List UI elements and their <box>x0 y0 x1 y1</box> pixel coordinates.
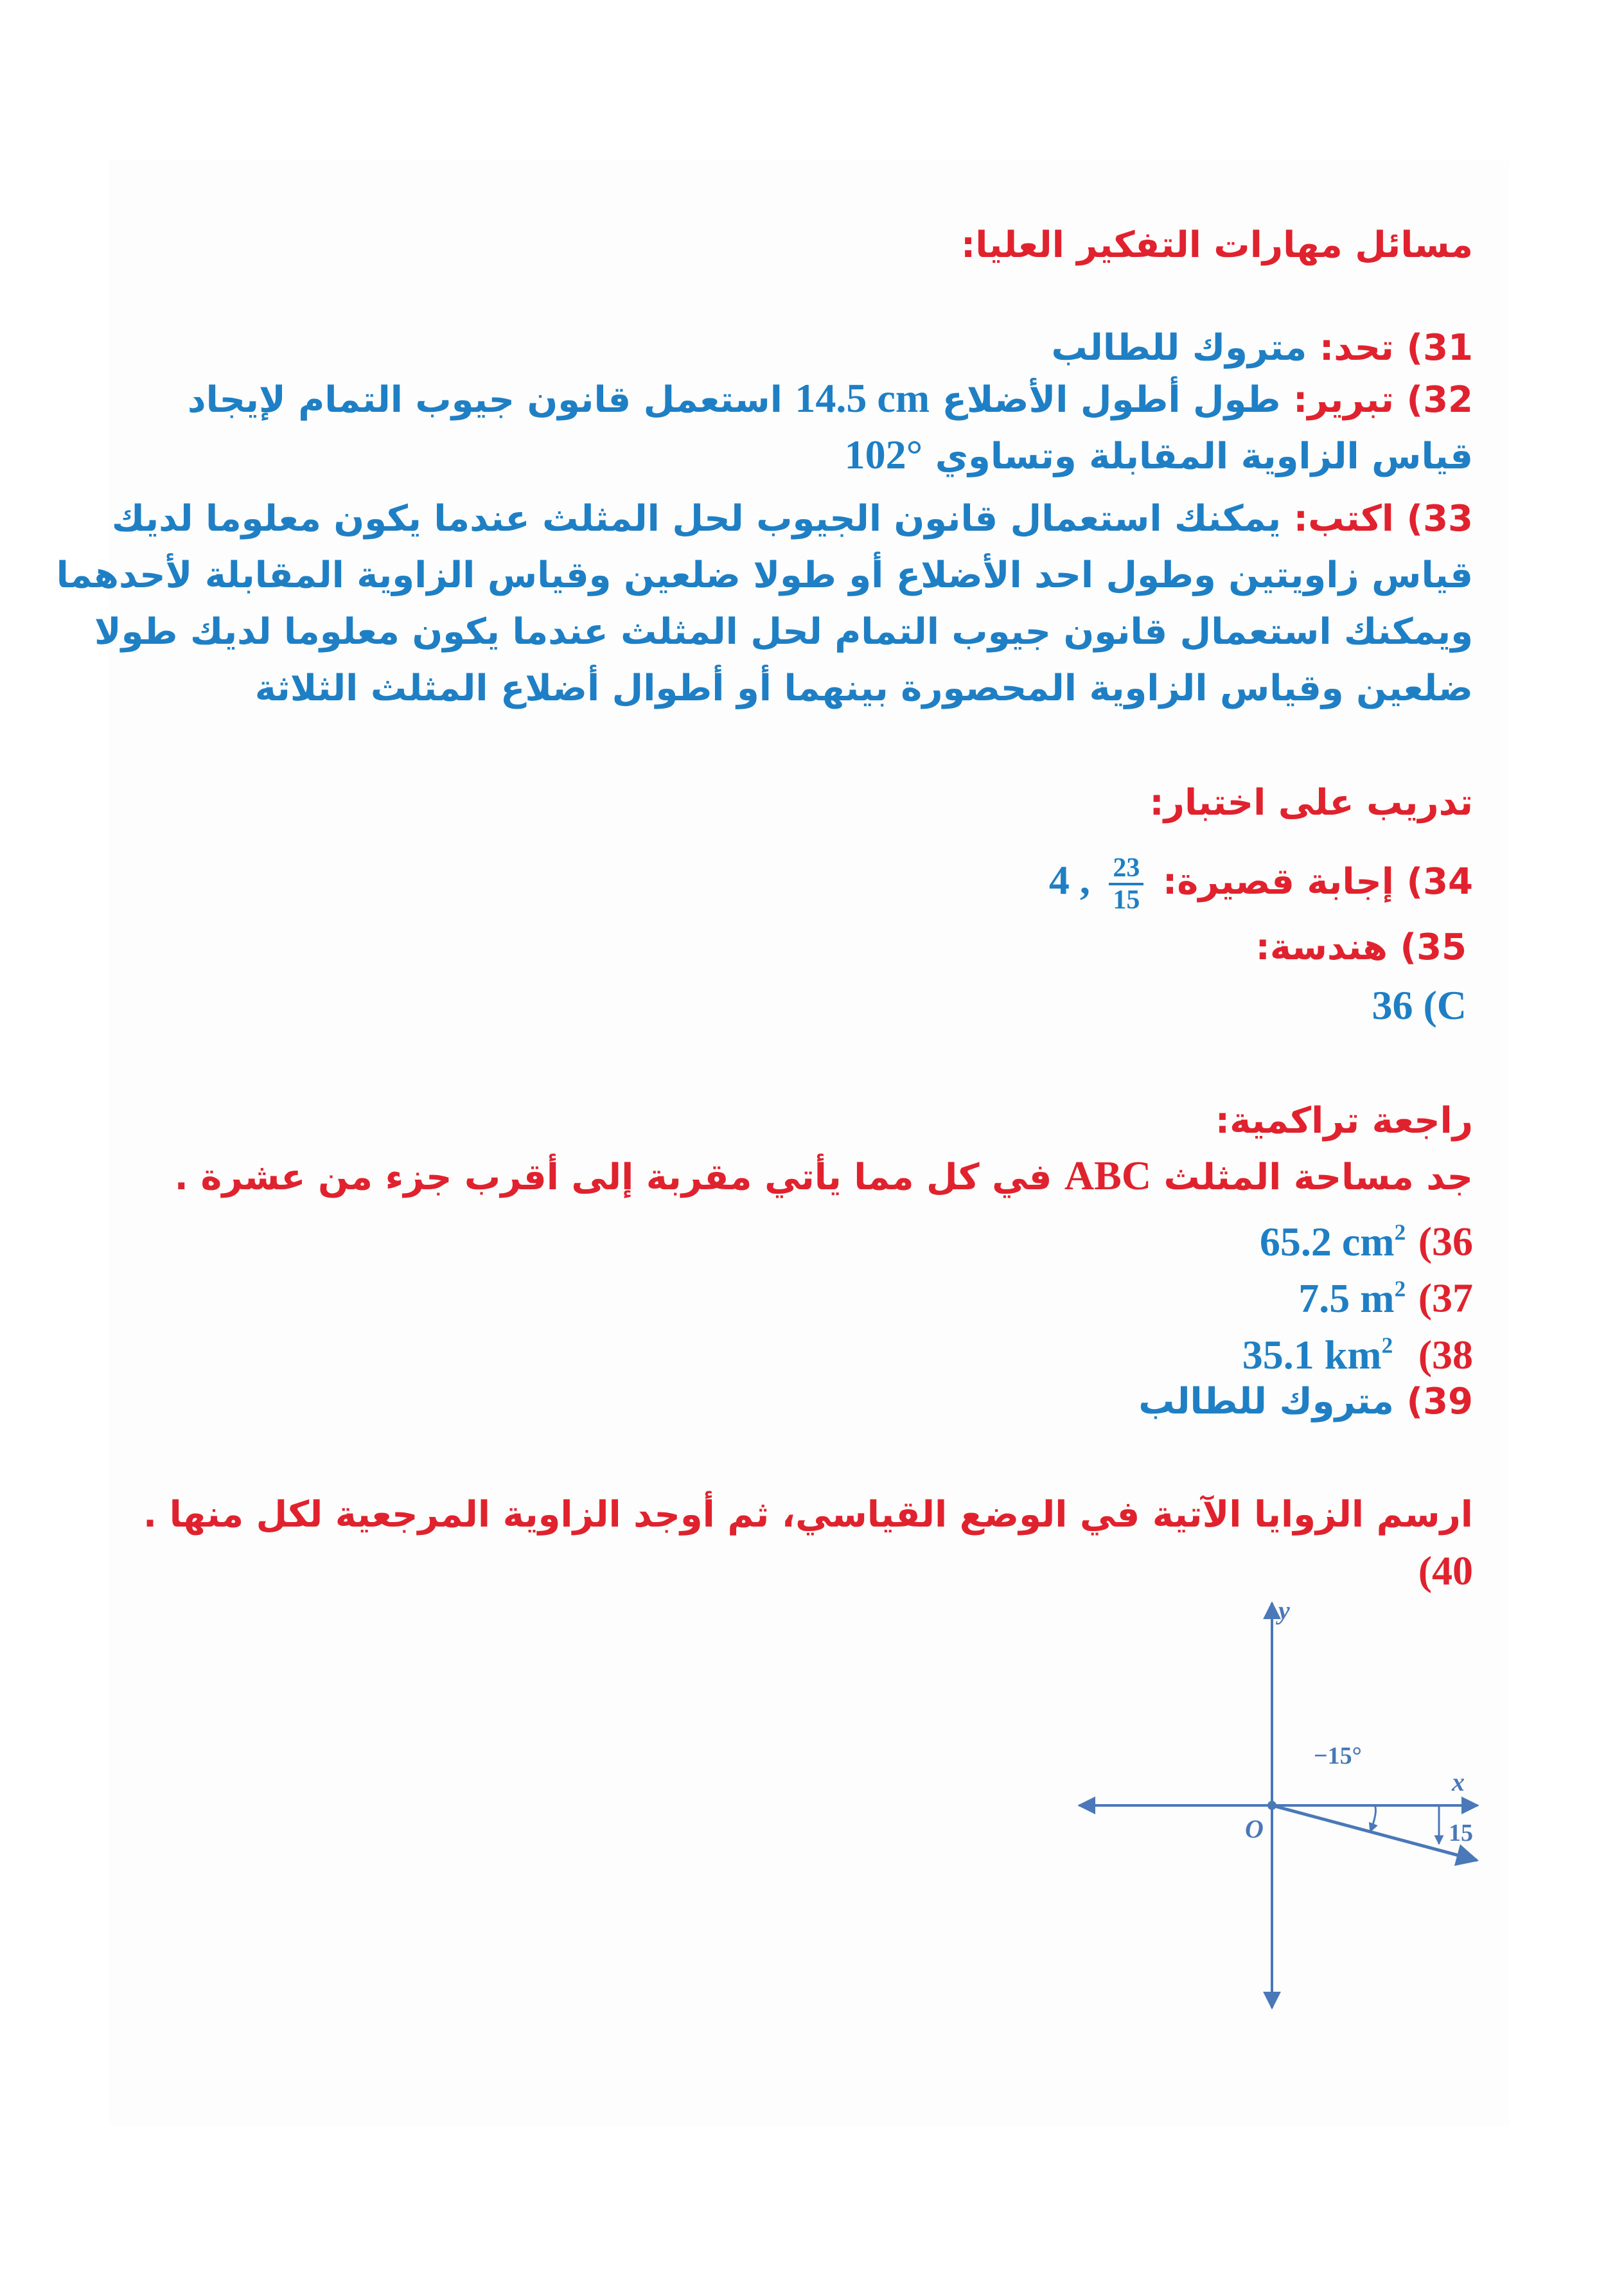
q37-exponent: 2 <box>1394 1276 1406 1301</box>
review-instruction-a: جد مساحة المثلث <box>1163 1156 1473 1198</box>
q37-value-text: 7.5 m <box>1298 1275 1395 1321</box>
terminal-side <box>1272 1805 1477 1860</box>
q32-post: استعمل قانون جيوب التمام لإيجاد <box>187 379 782 421</box>
angle-label: −15° <box>1314 1742 1362 1769</box>
q31-label: تحد: <box>1319 327 1394 369</box>
draw-angles-instruction: ارسم الزوايا الآتية في الوضع القياسي، ثم أوجد الزاوية المرجعية لكل منها . <box>143 1494 1473 1536</box>
q32-number: 32) <box>1406 379 1473 421</box>
angle-graph <box>1054 1590 1516 2027</box>
q39 <box>1138 1376 1473 1428</box>
q31-number: 31) <box>1406 327 1473 369</box>
heading-cumulative-review: راجعة تراكمية: <box>1215 1100 1473 1142</box>
q31-text: متروك للطالب <box>1051 327 1307 369</box>
q39-number: 39) <box>1406 1381 1473 1422</box>
q32-label: تبرير: <box>1293 379 1394 421</box>
x-axis-label: x <box>1452 1768 1465 1796</box>
q36-area-value <box>1260 1219 1406 1264</box>
q37-number: (37 <box>1418 1275 1473 1321</box>
reference-angle-label: 15 <box>1449 1820 1473 1847</box>
q33-line2: قياس زاويتين وطول احد الأضلاع أو طولا ضلعين وقياس الزاوية المقابلة لأحدهما <box>56 554 1473 596</box>
q34-number: 34) <box>1406 861 1473 903</box>
q38-value <box>1242 1332 1393 1378</box>
q35-number: 35) <box>1400 926 1467 968</box>
origin-label: O <box>1245 1814 1264 1843</box>
origin-point <box>1267 1801 1276 1810</box>
q33-line3: ويمكنك استعمال قانون جيوب التمام لحل المثلث عندما يكون معلوما لديك طولا <box>94 611 1473 653</box>
angle-arc <box>1370 1805 1375 1832</box>
q32-angle: 102° <box>844 432 923 477</box>
q34-label: إجابة قصيرة: <box>1162 861 1394 903</box>
q35-label: هندسة: <box>1255 926 1388 968</box>
q34-fraction-denominator: 15 <box>1113 885 1140 915</box>
q38-exponent: 2 <box>1381 1333 1393 1358</box>
q38-value-text: 35.1 km <box>1242 1331 1382 1378</box>
q36-value-text: 65.2 cm <box>1259 1218 1395 1264</box>
heading-test-practice: تدريب على اختبار: <box>1149 782 1473 824</box>
heading-hots: مسائل مهارات التفكير العليا: <box>960 224 1473 266</box>
q38-number: (38 <box>1418 1331 1473 1378</box>
q37 <box>1298 1263 1473 1326</box>
q36-area <box>1260 1207 1473 1270</box>
q32-value: 14.5 cm <box>795 375 930 421</box>
q40-number: (40 <box>1418 1548 1473 1593</box>
q34-fraction <box>1109 853 1143 915</box>
q32-pre: طول أطول الأضلاع <box>942 379 1281 421</box>
q37-value <box>1298 1275 1406 1321</box>
q36-exponent: 2 <box>1394 1219 1406 1245</box>
q33-line4: ضلعين وقياس الزاوية المحصورة بينهما أو أطوال أضلاع المثلث الثلاثة <box>254 668 1473 709</box>
q32-line1 <box>188 373 1473 426</box>
q34-rest: , 4 <box>1048 857 1090 903</box>
q38 <box>1242 1320 1473 1383</box>
q33-text1: يمكنك استعمال قانون الجيوب لحل المثلث عندما يكون معلوما لديك <box>111 498 1282 540</box>
q33-line1 <box>112 493 1473 545</box>
q31 <box>1052 323 1473 374</box>
review-abc: ABC <box>1064 1153 1152 1198</box>
q35 <box>1256 922 1467 973</box>
q36-answer: 36 (C <box>1372 982 1467 1028</box>
review-instruction <box>175 1150 1473 1203</box>
q36-area-number: (36 <box>1418 1218 1473 1264</box>
q34 <box>1049 848 1473 915</box>
q34-fraction-numerator: 23 <box>1109 853 1143 885</box>
q33-label: اكتب: <box>1293 498 1394 540</box>
y-axis-label: y <box>1278 1596 1290 1625</box>
review-instruction-b: في كل مما يأتي مقربة إلى أقرب جزء من عشرة . <box>174 1156 1052 1198</box>
q32-line2-text: قياس الزاوية المقابلة وتساوي <box>935 436 1473 477</box>
q39-text: متروك للطالب <box>1138 1381 1394 1422</box>
q32-line2 <box>845 429 1473 483</box>
q33-number: 33) <box>1406 498 1473 540</box>
